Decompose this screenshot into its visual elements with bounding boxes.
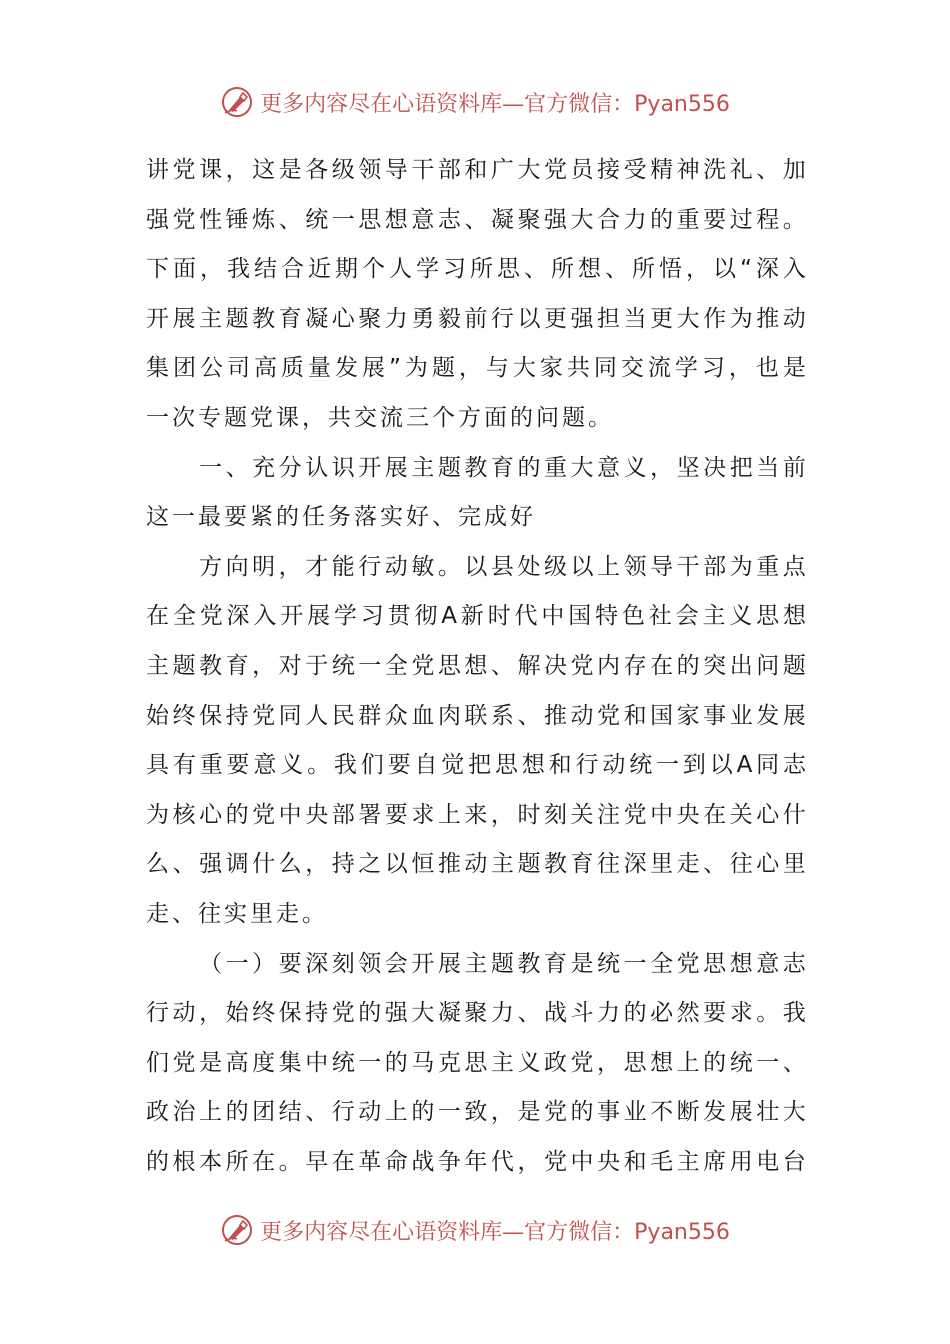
text-line: 主 题 教 育 ， 对 于 统 一 全 党 思 想 、 解 决 党 内 存 在 的 突 出 问 题 <box>146 652 806 679</box>
pen-nib-logo-icon <box>220 85 254 119</box>
watermark-wechat-id: Pyan556 <box>634 1219 730 1245</box>
text-line: 走、往实里走。 <box>146 900 328 927</box>
header-watermark <box>0 80 950 124</box>
text-line: 集 团 公 司 高 质 量 发 展 ” 为 题 ， 与 大 家 共 同 交 流 学 习 ， 也 是 <box>146 355 806 382</box>
text-line: 下 面 ， 我 结 合 近 期 个 人 学 习 所 思 、 所 想 、 所 悟 ， 以 “ 深 入 <box>146 256 806 283</box>
watermark-text <box>260 87 730 118</box>
document-body <box>146 146 806 1187</box>
watermark-wechat-id: Pyan556 <box>634 91 730 117</box>
text-line: 们 党 是 高 度 集 中 统 一 的 马 克 思 主 义 政 党 ， 思 想 上 的 统 一 、 <box>146 1049 806 1076</box>
text-line: 始 终 保 持 党 同 人 民 群 众 血 肉 联 系 、 推 动 党 和 国 家 事 业 发 展 <box>146 702 806 729</box>
watermark-text-cn: 更多内容尽在心语资料库—官方微信： <box>260 91 635 117</box>
text-line: 一 、 充 分 认 识 开 展 主 题 教 育 的 重 大 意 义 ， 坚 决 把 当 前 <box>199 454 806 481</box>
pen-nib-logo-icon <box>220 1213 254 1247</box>
text-line: 具 有 重 要 意 义 。 我 们 要 自 觉 把 思 想 和 行 动 统 一 到 以 A 同 志 <box>146 752 806 779</box>
text-line: （ 一 ） 要 深 刻 领 会 开 展 主 题 教 育 是 统 一 全 党 思 想 意 志 <box>199 950 806 977</box>
text-line: 么 、 强 调 什 么 ， 持 之 以 恒 推 动 主 题 教 育 往 深 里 走 、 往 心 里 <box>146 851 806 878</box>
text-line: 为 核 心 的 党 中 央 部 署 要 求 上 来 ， 时 刻 关 注 党 中 央 在 关 心 什 <box>146 801 806 828</box>
text-line: 方 向 明 ， 才 能 行 动 敏 。 以 县 处 级 以 上 领 导 干 部 为 重 点 <box>199 553 806 580</box>
text-line: 开 展 主 题 教 育 凝 心 聚 力 勇 毅 前 行 以 更 强 担 当 更 大 作 为 推 动 <box>146 305 806 332</box>
text-line: 在 全 党 深 入 开 展 学 习 贯 彻 A 新 时 代 中 国 特 色 社 会 主 义 思 想 <box>146 603 806 630</box>
text-line: 一次专题党课，共交流三个方面的问题。 <box>146 404 614 431</box>
text-line: 的 根 本 所 在 。 早 在 革 命 战 争 年 代 ， 党 中 央 和 毛 主 席 用 电 台 <box>146 1148 806 1175</box>
text-line: 讲 党 课 ， 这 是 各 级 领 导 干 部 和 广 大 党 员 接 受 精 神 洗 礼 、 加 <box>146 157 806 183</box>
watermark-text <box>260 1215 730 1246</box>
text-line: 这一最要紧的任务落实好、完成好 <box>146 504 536 531</box>
text-line: 行 动 ， 始 终 保 持 党 的 强 大 凝 聚 力 、 战 斗 力 的 必 然 要 求 。 我 <box>146 1000 806 1027</box>
watermark-text-cn: 更多内容尽在心语资料库—官方微信： <box>260 1219 635 1245</box>
text-line: 政 治 上 的 团 结 、 行 动 上 的 一 致 ， 是 党 的 事 业 不 断 发 展 壮 大 <box>146 1099 806 1126</box>
text-line: 强 党 性 锤 炼 、 统 一 思 想 意 志 、 凝 聚 强 大 合 力 的 重 要 过 程 。 <box>146 206 806 233</box>
footer-watermark <box>0 1208 950 1252</box>
